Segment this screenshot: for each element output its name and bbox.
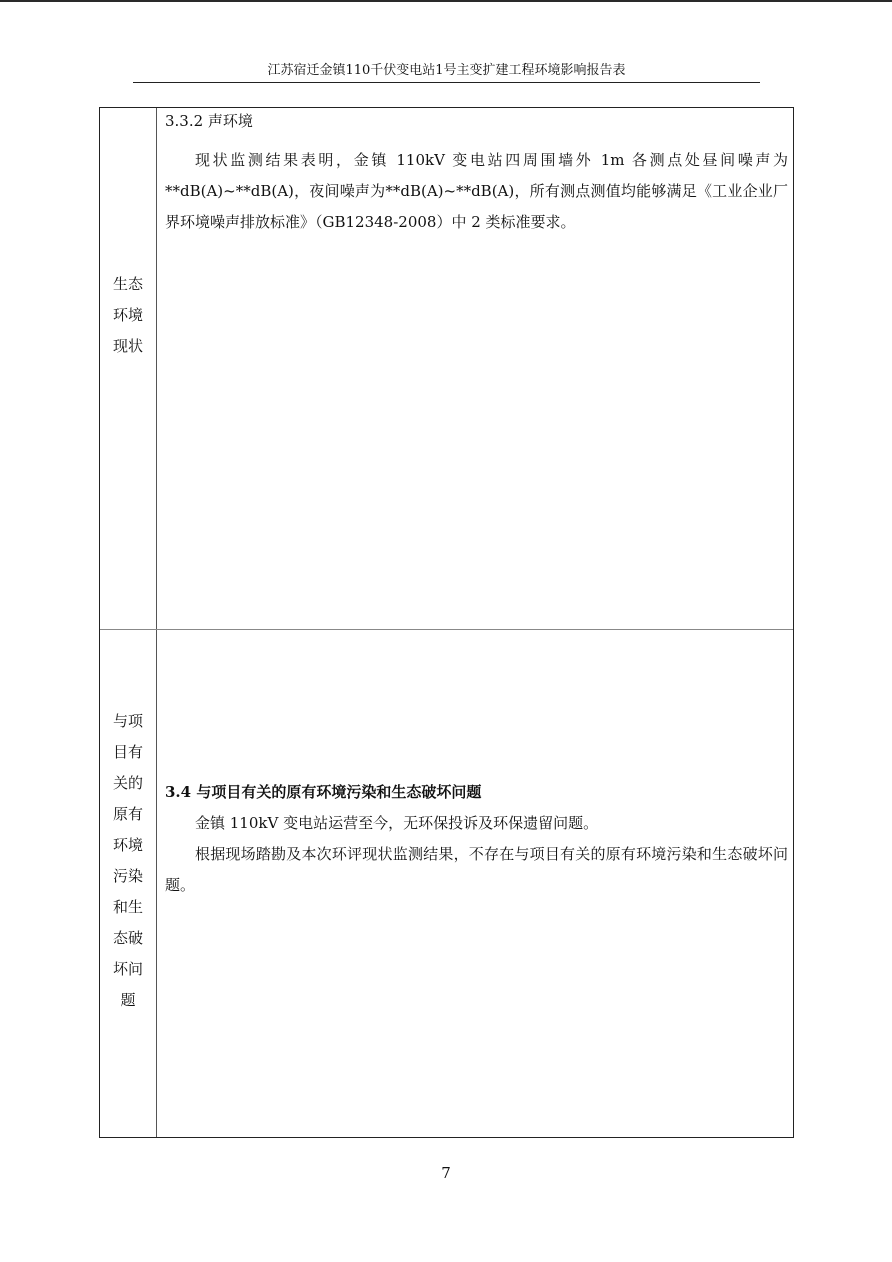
paragraph-no-complaints: 金镇 110kV 变电站运营至今，无环保投诉及环保遗留问题。 (195, 814, 599, 832)
table-row-divider (100, 629, 793, 630)
document-header-title: 江苏宿迁金镇110千伏变电站1号主变扩建工程环境影响报告表 (267, 63, 626, 78)
row-label-line: 原有 (112, 805, 143, 823)
row-label-line: 污染 (112, 867, 143, 885)
row-label-line: 目有 (112, 743, 143, 761)
row-label-line: 生态 (112, 275, 143, 293)
row-label-line: 与项 (112, 712, 143, 730)
row-label-line: 和生 (112, 898, 143, 916)
table-column-divider (156, 108, 157, 1137)
row-label-line: 环境 (112, 836, 143, 854)
row-label-line: 关的 (112, 774, 143, 792)
row-label-line: 坏问 (112, 960, 143, 978)
header-rule (133, 82, 760, 83)
report-table (99, 107, 794, 1138)
row-label-line: 题 (120, 991, 136, 1009)
paragraph-site-survey-conclusion: 根据现场踏勘及本次环评现状监测结果，不存在与项目有关的原有环境污染和生态破坏问题。 (165, 845, 788, 894)
row-label-line: 态破 (112, 929, 143, 947)
row-label-ecological-status (100, 269, 156, 362)
page-number: 7 (441, 1164, 451, 1182)
row-label-existing-problems (100, 706, 156, 1016)
section-title-acoustic-environment: 3.3.2 声环境 (165, 112, 253, 130)
page-top-border (0, 0, 892, 2)
row-label-line: 现状 (112, 337, 143, 355)
row-label-line: 环境 (112, 306, 143, 324)
paragraph-noise-monitoring: 现状监测结果表明，金镇 110kV 变电站四周围墙外 1m 各测点处昼间噪声为**dB(A)~**dB(A)，夜间噪声为**dB(A)~**dB(A)，所有测点测值均能够满足《工业企业厂界环境噪声排放标准》（GB12348-2008）中 2 类标准要求。 (165, 151, 788, 231)
section-title-existing-pollution: 3.4 与项目有关的原有环境污染和生态破坏问题 (165, 783, 482, 801)
